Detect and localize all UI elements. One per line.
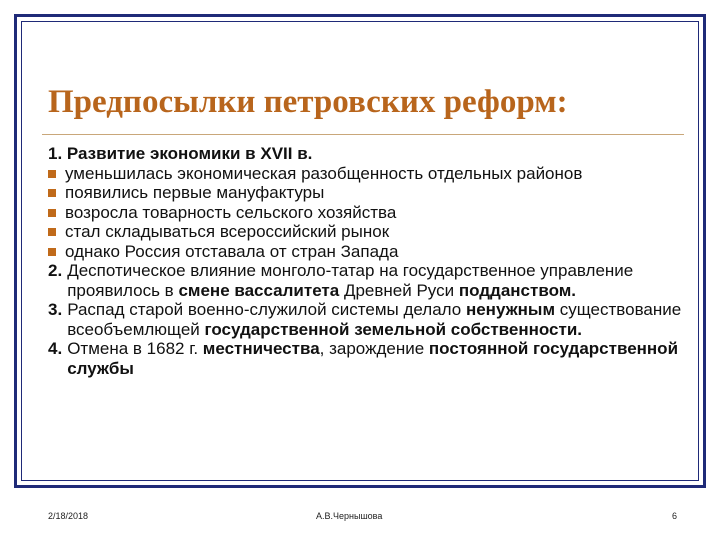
footer-page-number: 6 bbox=[672, 511, 678, 521]
section-3-text-part: Распад старой военно-служилой системы делало bbox=[67, 300, 466, 319]
section-4-number: 4. bbox=[48, 339, 63, 358]
section-2-text-part: Деспотическое влияние монголо-татар на государственное управление проявилось в bbox=[67, 261, 634, 300]
title-divider bbox=[42, 134, 684, 135]
bullet-item bbox=[48, 203, 688, 223]
section-3-text-part: существование всеобъемлющей bbox=[67, 300, 682, 339]
section-3-bold-part: государственной земельной собственности. bbox=[204, 319, 582, 339]
square-bullet-icon bbox=[48, 189, 56, 197]
bullet-text: возросла товарность сельского хозяйства bbox=[65, 202, 397, 222]
footer-author: А.В.Чернышова bbox=[316, 511, 383, 521]
section-4-text bbox=[67, 339, 688, 378]
slide-content bbox=[48, 144, 688, 378]
bullet-item bbox=[48, 242, 688, 262]
section-2-number: 2. bbox=[48, 261, 63, 280]
section-3-bold-part: ненужным bbox=[465, 300, 556, 319]
bullet-item bbox=[48, 164, 688, 184]
section-2-text-part: Древней Руси bbox=[339, 280, 459, 300]
square-bullet-icon bbox=[48, 248, 56, 256]
square-bullet-icon bbox=[48, 228, 56, 236]
slide-title: Предпосылки петровских реформ: bbox=[48, 84, 568, 120]
footer-date: 2/18/2018 bbox=[48, 511, 89, 521]
section-2-text bbox=[67, 261, 688, 300]
bullet-text: появились первые мануфактуры bbox=[65, 183, 325, 202]
section-1-heading: 1. Развитие экономики в XVII в. bbox=[48, 144, 313, 163]
bullet-item bbox=[48, 183, 688, 203]
bullet-text: однако Россия отставала от стран Запада bbox=[65, 241, 399, 261]
section-4 bbox=[48, 339, 688, 378]
bullet-item bbox=[48, 222, 688, 242]
square-bullet-icon bbox=[48, 209, 56, 217]
section-3-text bbox=[67, 300, 688, 339]
section-4-text-part: Отмена в 1682 г. bbox=[67, 339, 203, 358]
section-3-number: 3. bbox=[48, 300, 63, 319]
section-2-bold-part: подданством. bbox=[458, 280, 577, 300]
section-4-bold-part: местничества bbox=[202, 339, 320, 358]
bullet-text: уменьшилась экономическая разобщенность отдельных районов bbox=[65, 163, 583, 183]
section-4-bold-part: постоянной государственной службы bbox=[67, 339, 679, 378]
section-2-bold-part: смене вассалитета bbox=[178, 280, 340, 300]
square-bullet-icon bbox=[48, 170, 56, 178]
section-3 bbox=[48, 300, 688, 339]
section-4-text-part: , зарождение bbox=[319, 339, 429, 358]
section-2 bbox=[48, 261, 688, 300]
bullet-text: стал складываться всероссийский рынок bbox=[65, 222, 390, 241]
